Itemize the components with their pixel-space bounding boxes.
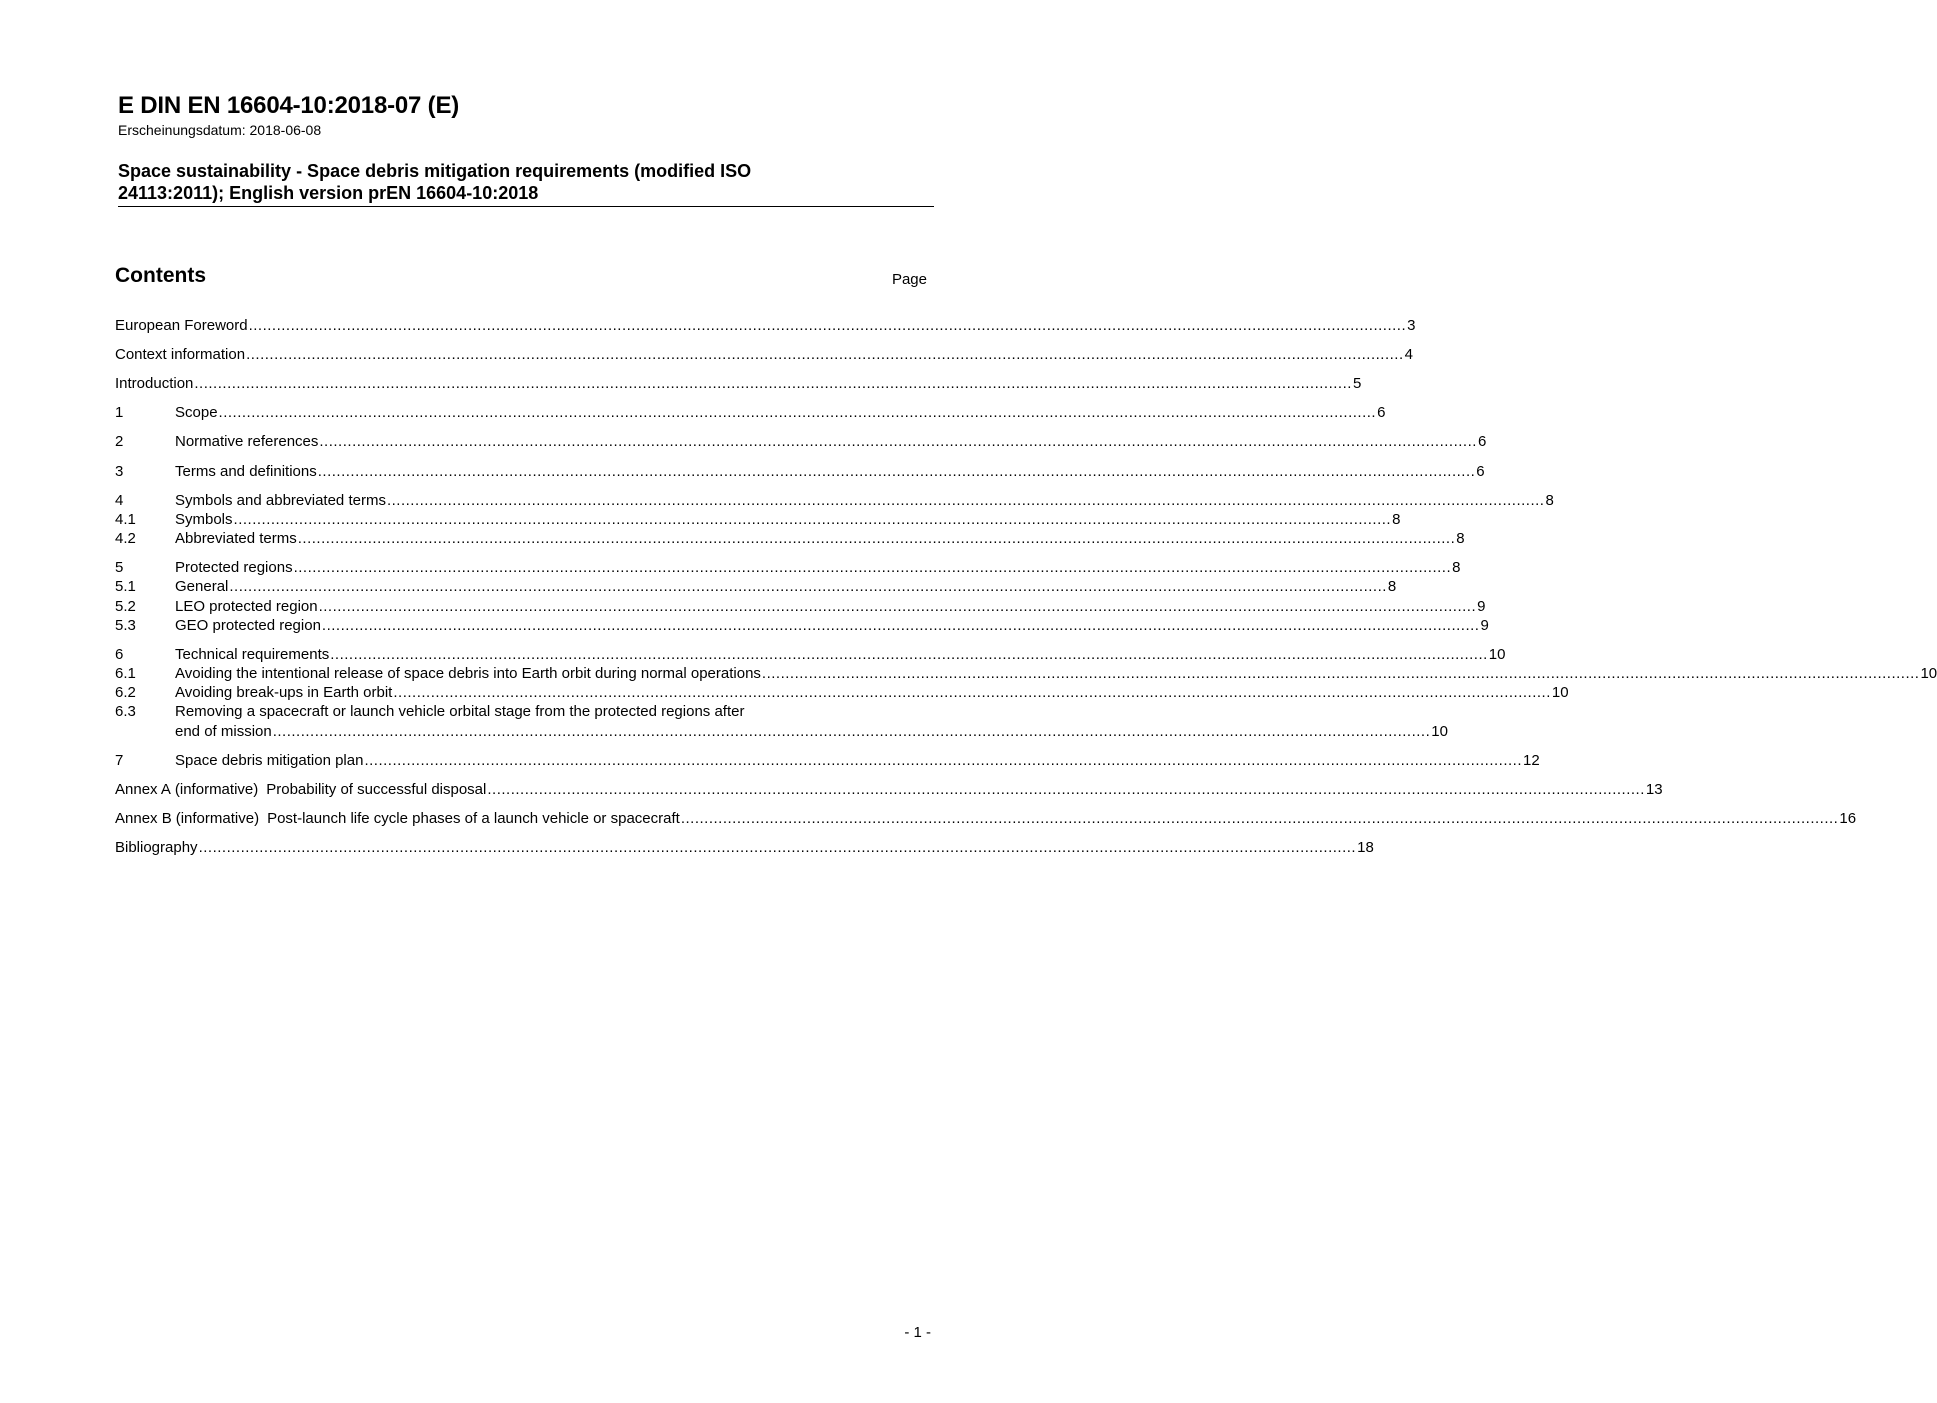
document-title-line1: Space sustainability - Space debris mitigation requirements (modified ISO [118,161,752,181]
toc-entry-number: 4.1 [115,511,136,528]
toc-leader-dots [298,529,1456,548]
toc-entry-number: 2 [115,433,124,450]
toc-entry-number: 5.2 [115,598,136,615]
toc-entry-annex-a[interactable] [115,780,1663,799]
toc-entry-page: 10 [1431,723,1448,740]
toc-entry-annex-b[interactable] [115,809,1857,828]
toc-leader-dots [229,577,1387,596]
toc-entry-introduction[interactable] [115,374,1362,393]
toc-entry-page: 5 [1352,375,1362,392]
toc-entry-title: Scope [175,404,218,421]
toc-annex-label: Annex A [115,781,171,798]
toc-entry-number: 6.2 [115,684,136,701]
toc-entry-geo-protected-region[interactable] [115,616,1489,635]
toc-entry-title: Introduction [115,375,194,392]
toc-entry-title: European Foreword [115,317,248,334]
toc-leader-dots [246,345,1404,364]
toc-entry-number: 6.3 [115,703,136,720]
page-column-label: Page [891,271,927,288]
toc-entry-page: 6 [1377,404,1386,421]
toc-leader-dots [249,316,1407,335]
toc-entry-title: General [175,578,229,595]
toc-annex-informative: (informative) [175,810,260,827]
toc-entry-general[interactable] [115,577,1397,596]
toc-entry-abbreviated-terms[interactable] [115,529,1465,548]
toc-entry-page: 8 [1392,511,1401,528]
document-id: E DIN EN 16604-10:2018-07 (E) [118,92,460,119]
toc-entry-page: 10 [1488,646,1506,663]
toc-entry-page: 10 [1551,684,1569,701]
toc-annex-label: Annex B [115,810,172,827]
toc-entry-technical-requirements[interactable] [115,645,1506,664]
toc-entry-page: 3 [1407,317,1416,334]
toc-entry-number: 6 [115,646,124,663]
toc-entry-page: 8 [1387,578,1397,595]
title-divider [118,206,934,207]
toc-entry-bibliography[interactable] [115,838,1374,857]
toc-entry-title: Space debris mitigation plan [175,752,364,769]
toc-entry-title: Symbols and abbreviated terms [175,492,386,509]
toc-entry-page: 16 [1839,810,1857,827]
toc-entry-page: 4 [1404,346,1413,363]
toc-entry-page: 10 [1920,665,1937,682]
toc-entry-title: Abbreviated terms [175,530,297,547]
toc-leader-dots [319,597,1477,616]
toc-entry-title: Protected regions [175,559,293,576]
toc-leader-dots [322,616,1480,635]
toc-leader-dots [387,491,1545,510]
toc-leader-dots [681,809,1839,828]
toc-entry-removing-spacecraft-continued[interactable] [115,722,1448,741]
toc-entry-page: 8 [1456,530,1465,547]
toc-entry-number: 6.1 [115,665,136,682]
toc-leader-dots [294,558,1452,577]
toc-entry-page: 6 [1476,463,1485,480]
toc-entry-context-information[interactable] [115,345,1413,364]
toc-entry-title: Post-launch life cycle phases of a launch vehicle or spacecraft [267,810,680,827]
toc-entry-title: end of mission [175,723,272,740]
toc-entry-mitigation-plan[interactable] [115,751,1540,770]
toc-leader-dots [219,403,1377,422]
toc-entry-symbols-abbreviated-terms[interactable] [115,491,1554,510]
toc-entry-number: 5.3 [115,617,136,634]
toc-entry-page: 9 [1477,598,1486,615]
toc-entry-number: 5 [115,559,124,576]
toc-entry-title: Normative references [175,433,319,450]
toc-entry-avoiding-intentional-release[interactable] [115,664,1937,683]
publication-date: Erscheinungsdatum: 2018-06-08 [118,122,322,138]
toc-leader-dots [487,780,1645,799]
toc-entry-title: Terms and definitions [175,463,317,480]
toc-entry-leo-protected-region[interactable] [115,597,1486,616]
toc-entry-title: Bibliography [115,839,198,856]
toc-entry-title: GEO protected region [175,617,321,634]
toc-entry-normative-references[interactable] [115,432,1487,451]
toc-entry-european-foreword[interactable] [115,316,1416,335]
document-title-line2: 24113:2011); English version prEN 16604-10:2018 [118,183,539,203]
toc-entry-terms-definitions[interactable] [115,462,1485,481]
document-title [118,160,878,204]
toc-entry-page: 13 [1645,781,1663,798]
toc-leader-dots [234,510,1392,529]
toc-entry-title: Symbols [175,511,233,528]
toc-entry-number: 3 [115,463,124,480]
toc-entry-title: Context information [115,346,246,363]
toc-entry-removing-spacecraft[interactable] [115,702,927,721]
toc-entry-number: 4 [115,492,124,509]
toc-entry-title: Technical requirements [175,646,330,663]
toc-entry-symbols[interactable] [115,510,1401,529]
toc-entry-page: 9 [1480,617,1489,634]
toc-leader-dots [318,462,1476,481]
toc-leader-dots [319,432,1477,451]
toc-entry-title: Avoiding break-ups in Earth orbit [175,684,393,701]
toc-leader-dots [330,645,1488,664]
toc-leader-dots [364,751,1522,770]
toc-leader-dots [762,664,1920,683]
toc-entry-page: 12 [1523,752,1540,769]
contents-heading: Contents [115,264,206,287]
toc-leader-dots [393,683,1551,702]
page-number: - 1 - [904,1324,931,1341]
toc-entry-title: Probability of successful disposal [266,781,487,798]
toc-entry-title: LEO protected region [175,598,318,615]
toc-entry-avoiding-break-ups[interactable] [115,683,1569,702]
toc-entry-number: 4.2 [115,530,136,547]
toc-entry-page: 6 [1477,433,1487,450]
toc-entry-title: Removing a spacecraft or launch vehicle orbital stage from the protected regions after [175,703,745,720]
toc-entry-number: 5.1 [115,578,136,595]
toc-entry-number: 7 [115,752,124,769]
toc-entry-page: 18 [1357,839,1374,856]
toc-entry-title: Avoiding the intentional release of space debris into Earth orbit during normal operations [175,665,761,682]
toc-entry-protected-regions[interactable] [115,558,1461,577]
toc-entry-scope[interactable] [115,403,1386,422]
toc-annex-informative: (informative) [174,781,259,798]
toc-leader-dots [199,838,1357,857]
toc-entry-number: 1 [115,404,124,421]
toc-leader-dots [194,374,1352,393]
toc-entry-page: 8 [1452,559,1461,576]
toc-leader-dots [273,722,1431,741]
toc-entry-page: 8 [1545,492,1554,509]
